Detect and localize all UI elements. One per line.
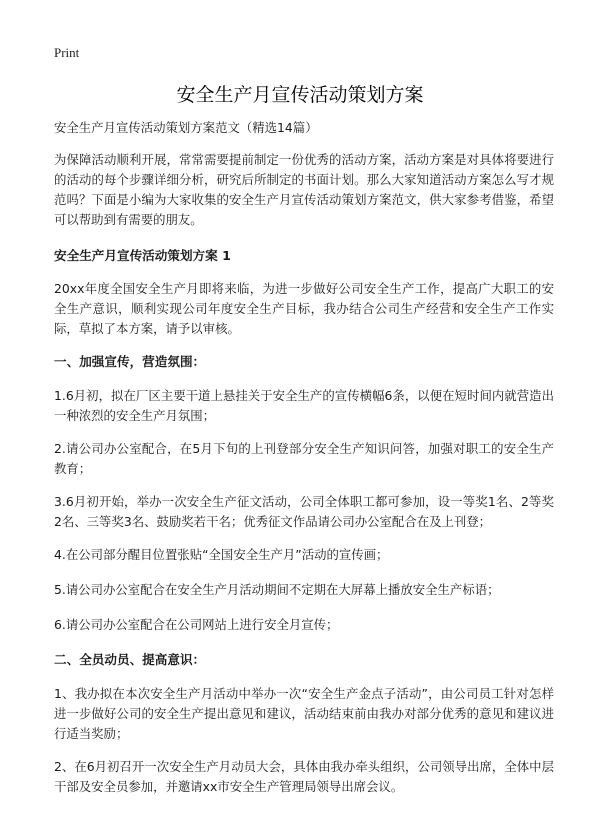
heading-publicity: 一、加强宣传，营造氛围： — [54, 354, 206, 369]
list-item: 2、在6月初召开一次安全生产月动员大会，具体由我办牵头组织，公司领导出席，全体中层干部及安全员参加，并邀请xx市安全生产管理局领导出席会议。 — [54, 759, 554, 794]
document-subtitle: 安全生产月宣传活动策划方案范文（精选14篇） — [54, 120, 318, 135]
intro-paragraph: 为保障活动顺利开展，常常需要提前制定一份优秀的活动方案，活动方案是对具体将要进行的活动的每个步骤详细分析，研究后所制定的书面计划。那么大家知道活动方案怎么写才规范吗？下面是小编为大家收集的安全生产月宣传活动策划方案范文，供大家参考借鉴，希望可以帮助到有需要的朋友。 — [54, 152, 554, 227]
list-item: 5.请公司办公室配合在安全生产月活动期间不定期在大屏幕上播放安全生产标语； — [54, 582, 500, 597]
list-item: 2.请公司办公室配合，在5月下旬的上刊登部分安全生产知识问答，加强对职工的安全生产教育； — [54, 441, 554, 476]
list-item: 1、我办拟在本次安全生产月活动中举办一次“安全生产金点子活动”，由公司员工针对怎样进一步做好公司的安全生产提出意见和建议，活动结束前由我办对部分优秀的意见和建议进行适当奖励； — [54, 686, 554, 741]
section-title: 安全生产月宣传活动策划方案 1 — [54, 248, 231, 263]
section-intro-paragraph: 20xx年度全国安全生产月即将来临，为进一步做好公司安全生产工作，提高广大职工的安全生产意识，顺利实现公司年度安全生产目标，我办结合公司生产经营和安全生产工作实际，草拟了本方案，请予以审核。 — [54, 281, 554, 336]
print-link[interactable]: Print — [54, 45, 80, 60]
list-item: 3.6月初开始，举办一次安全生产征文活动，公司全体职工都可参加，设一等奖1名、2等奖2名、三等奖3名、鼓励奖若干名；优秀征文作品请公司办公室配合在及上刊登； — [54, 494, 554, 529]
list-item: 6.请公司办公室配合在公司网站上进行安全月宣传； — [54, 617, 339, 632]
heading-mobilization: 二、全员动员、提高意识： — [54, 652, 206, 667]
document-title: 安全生产月宣传活动策划方案 — [176, 84, 424, 106]
list-item: 4.在公司部分醒目位置张贴“全国安全生产月”活动的宣传画； — [54, 547, 389, 562]
list-item: 1.6月初，拟在厂区主要干道上悬挂关于安全生产的宣传横幅6条，以便在短时间内就营造出一种浓烈的安全生产月氛围； — [54, 388, 554, 423]
document-body — [54, 118, 554, 810]
